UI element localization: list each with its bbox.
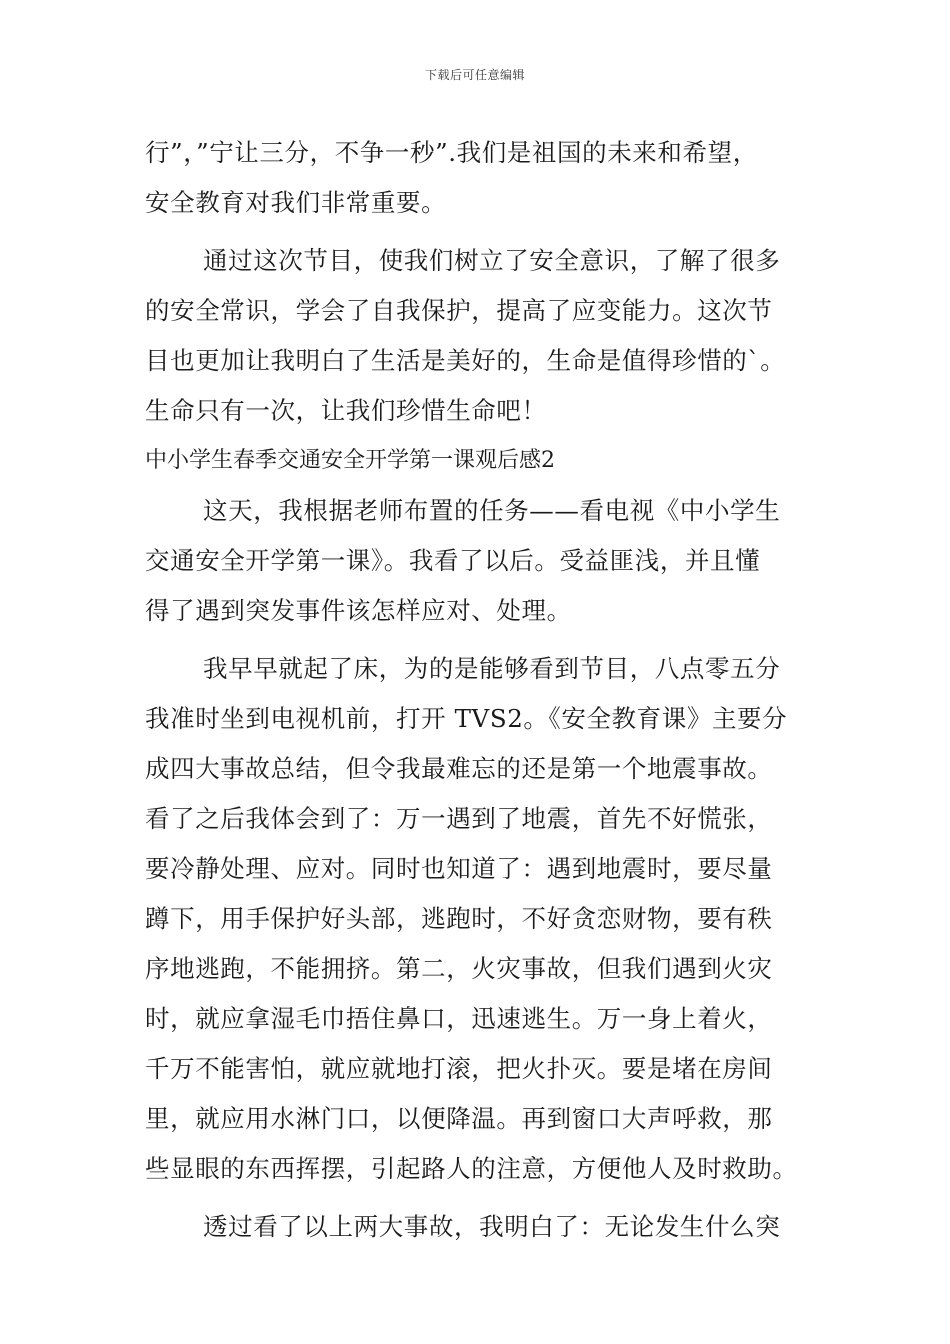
text-line: 这天，我根据老师布置的任务——看电视《中小学生: [203, 496, 781, 525]
text-line: 千万不能害怕，就应就地打滚，把火扑灭。要是堵在房间: [145, 1054, 773, 1083]
text-line: 些显眼的东西挥摆，引起路人的注意，方便他人及时救助。: [145, 1154, 798, 1183]
text-line: 成四大事故总结，但令我最难忘的还是第一个地震事故。: [145, 754, 773, 783]
document-body: [145, 128, 825, 1252]
text-line: 行”，”宁让三分，不争一秒”.我们是祖国的未来和希望，: [145, 138, 758, 167]
text-line: 目也更加让我明白了生活是美好的，生命是值得珍惜的`。: [145, 346, 786, 375]
text-line: 生命只有一次，让我们珍惜生命吧！: [145, 396, 547, 425]
text-line: 通过这次节目，使我们树立了安全意识，了解了很多: [203, 246, 781, 275]
section-heading: 中小学生春季交通安全开学第一课观后感2: [145, 448, 555, 473]
text-line: 透过看了以上两大事故，我明白了：无论发生什么突: [203, 1212, 781, 1241]
text-line: 交通安全开学第一课》。我看了以后。受益匪浅，并且懂: [145, 546, 761, 575]
page-header-note: 下载后可任意编辑: [424, 68, 525, 82]
text-line: 蹲下，用手保护好头部，逃跑时，不好贪恋财物，要有秩: [145, 904, 773, 933]
text-line: 序地逃跑，不能拥挤。第二，火灾事故，但我们遇到火灾: [145, 954, 773, 983]
text-line: 我准时坐到电视机前，打开 TVS2。《安全教育课》主要分: [145, 704, 788, 733]
text-line: 要冷静处理、应对。同时也知道了：遇到地震时，要尽量: [145, 854, 773, 883]
text-line: 看了之后我体会到了：万一遇到了地震，首先不好慌张，: [145, 804, 773, 833]
text-line: 得了遇到突发事件该怎样应对、处理。: [145, 596, 572, 625]
text-line: 里，就应用水淋门口，以便降温。再到窗口大声呼救，那: [145, 1104, 773, 1133]
text-line: 我早早就起了床，为的是能够看到节目，八点零五分: [203, 654, 781, 683]
text-line: 的安全常识，学会了自我保护，提高了应变能力。这次节: [145, 296, 773, 325]
text-line: 安全教育对我们非常重要。: [145, 188, 447, 217]
text-line: 时，就应拿湿毛巾捂住鼻口，迅速逃生。万一身上着火，: [145, 1004, 773, 1033]
